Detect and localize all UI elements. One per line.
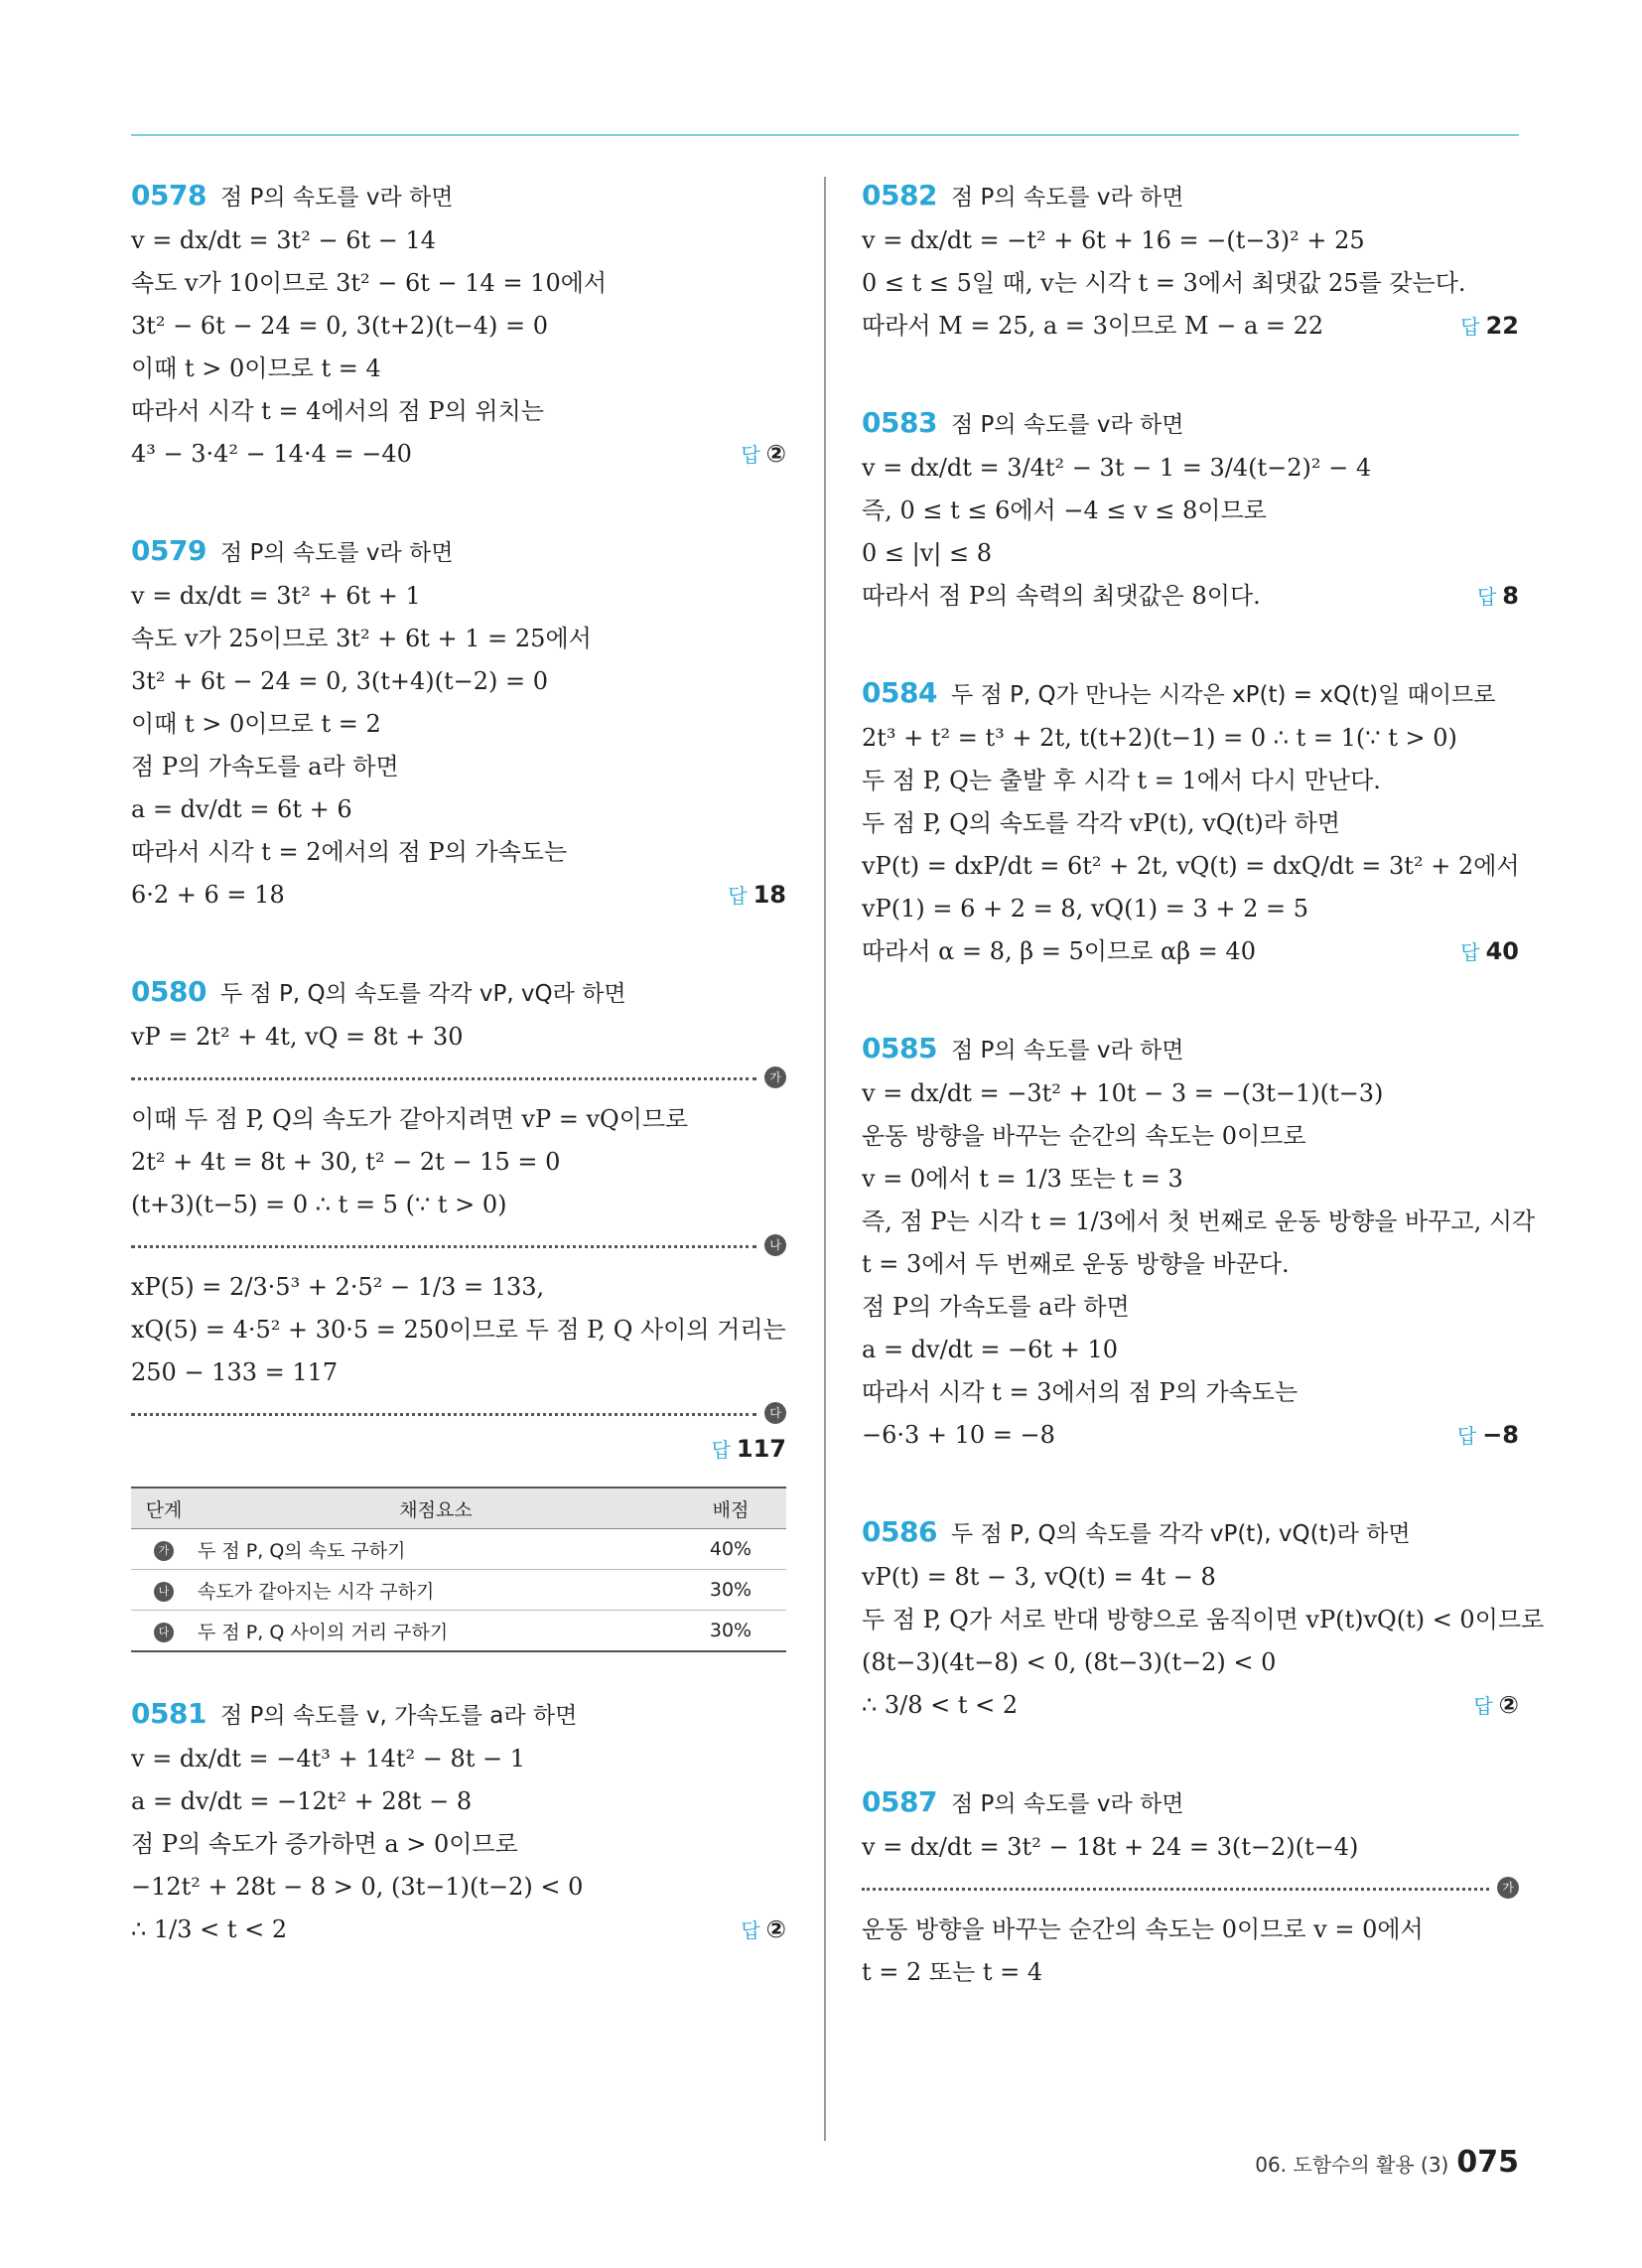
solution-line: 따라서 점 P의 속력의 최댓값은 8이다. 답 8 xyxy=(862,575,1519,618)
problem-number: 0579 xyxy=(131,534,206,567)
table-row xyxy=(131,1529,786,1570)
solution-line: 이때 t > 0이므로 t = 4 xyxy=(131,354,381,382)
problem-statement: 점 P의 속도를 v, 가속도를 a라 하면 xyxy=(219,1703,578,1729)
solution-line: 3t² − 6t − 24 = 0, 3(t+2)(t−4) = 0 xyxy=(131,312,549,340)
answer-label: 답 xyxy=(741,1918,760,1942)
step-marker: 가 xyxy=(764,1066,786,1088)
problem-statement: 점 P의 속도를 v라 하면 xyxy=(950,185,1184,211)
solution-line: vP(t) = dxP/dt = 6t² + 2t, vQ(t) = dxQ/dt = 3t² + 2에서 xyxy=(862,852,1520,880)
problem-statement: 점 P의 속도를 v라 하면 xyxy=(950,1038,1184,1063)
solution-line: 이때 두 점 P, Q의 속도가 같아지려면 vP = vQ이므로 xyxy=(131,1105,689,1133)
answer xyxy=(741,1909,786,1952)
solution-line: 점 P의 가속도를 a라 하면 xyxy=(131,753,399,780)
dotted-line xyxy=(131,1413,756,1416)
solution-line: t = 2 또는 t = 4 xyxy=(862,1958,1043,1986)
problem-statement: 두 점 P, Q의 속도를 각각 vP(t), vQ(t)라 하면 xyxy=(950,1521,1411,1547)
problem-number: 0587 xyxy=(862,1785,937,1818)
step-marker: 나 xyxy=(764,1234,786,1256)
answer-label: 답 xyxy=(741,443,760,467)
answer-value: ② xyxy=(765,440,786,468)
problem-0581 xyxy=(131,1692,786,1951)
dotted-line xyxy=(131,1077,756,1080)
points-cell: 30% xyxy=(675,1611,786,1652)
answer xyxy=(741,433,786,477)
problem-number: 0583 xyxy=(862,406,937,439)
answer-value: 40 xyxy=(1485,937,1519,965)
solution-line: 속도 v가 25이므로 3t² + 6t + 1 = 25에서 xyxy=(131,625,592,652)
solution-line: 3t² + 6t − 24 = 0, 3(t+4)(t−2) = 0 xyxy=(131,667,549,695)
table-header: 채점요소 xyxy=(197,1488,675,1529)
solution-line: v = dx/dt = −t² + 6t + 16 = −(t−3)² + 25 xyxy=(862,226,1365,254)
solution-line: (t+3)(t−5) = 0 ∴ t = 5 (∵ t > 0) xyxy=(131,1191,507,1218)
problem-header xyxy=(131,174,786,219)
step-marker: 가 xyxy=(1497,1877,1519,1899)
solution-line: 따라서 M = 25, a = 3이므로 M − a = 22 답 22 xyxy=(862,305,1519,348)
step-cell xyxy=(131,1529,197,1570)
answer-value: ② xyxy=(765,1915,786,1943)
solution-line: v = dx/dt = 3t² − 6t − 14 xyxy=(131,226,437,254)
solution-line: xP(5) = 2/3·5³ + 2·5² − 1/3 = 133, xyxy=(131,1273,545,1301)
problem-header xyxy=(131,529,786,575)
solution-line: 2t³ + t² = t³ + 2t, t(t+2)(t−1) = 0 ∴ t = 1(∵ t > 0) xyxy=(862,724,1457,752)
top-rule xyxy=(131,134,1519,136)
problem-0579 xyxy=(131,529,786,917)
solution-line: 0 ≤ t ≤ 5일 때, v는 시각 t = 3에서 최댓값 25를 갖는다. xyxy=(862,269,1466,297)
step-marker: 나 xyxy=(154,1582,174,1602)
problem-number: 0582 xyxy=(862,179,937,212)
points-cell: 40% xyxy=(675,1529,786,1570)
answer-value: 22 xyxy=(1485,312,1519,340)
points-cell: 30% xyxy=(675,1570,786,1611)
answer-label: 답 xyxy=(728,884,748,908)
solution-line: 두 점 P, Q는 출발 후 시각 t = 1에서 다시 만난다. xyxy=(862,767,1381,794)
solution-line: 따라서 시각 t = 2에서의 점 P의 가속도는 xyxy=(131,838,568,866)
problem-number: 0586 xyxy=(862,1515,937,1548)
solution-line: 점 P의 가속도를 a라 하면 xyxy=(862,1293,1130,1321)
table-row xyxy=(131,1570,786,1611)
dotted-line xyxy=(862,1888,1489,1891)
problem-0585 xyxy=(862,1027,1536,1457)
problem-number: 0578 xyxy=(131,179,206,212)
column-divider xyxy=(824,177,826,2141)
problem-0578 xyxy=(131,174,786,476)
problem-number: 0581 xyxy=(131,1697,206,1730)
answer-label: 답 xyxy=(1456,1424,1477,1448)
step-separator xyxy=(131,1402,786,1424)
problem-statement: 두 점 P, Q가 만나는 시각은 xP(t) = xQ(t)일 때이므로 xyxy=(950,682,1496,708)
answer-label: 답 xyxy=(1460,940,1480,964)
answer xyxy=(1457,1414,1519,1458)
solution-line: v = 0에서 t = 1/3 또는 t = 3 xyxy=(862,1165,1183,1193)
answer-label: 답 xyxy=(1473,1694,1493,1718)
step-separator xyxy=(131,1234,786,1256)
solution-line: ∴ 3/8 < t < 2 답 ② xyxy=(862,1684,1519,1727)
solution-line: vP(1) = 6 + 2 = 8, vQ(1) = 3 + 2 = 5 xyxy=(862,895,1309,922)
solution-line: 두 점 P, Q의 속도를 각각 vP(t), vQ(t)라 하면 xyxy=(862,809,1340,837)
problem-0586 xyxy=(862,1510,1545,1727)
problem-0580 xyxy=(131,970,786,1652)
solution-line: −6·3 + 10 = −8 답 −8 xyxy=(862,1414,1519,1457)
solution-line: 운동 방향을 바꾸는 순간의 속도는 0이므로 xyxy=(862,1122,1306,1150)
problem-header xyxy=(862,401,1519,447)
solution-line: a = dv/dt = −12t² + 28t − 8 xyxy=(131,1787,473,1815)
problem-statement: 점 P의 속도를 v라 하면 xyxy=(219,185,454,211)
step-separator xyxy=(862,1877,1519,1899)
problem-0584 xyxy=(862,671,1519,973)
problem-header xyxy=(862,174,1519,219)
answer-row xyxy=(131,1434,786,1477)
problem-header xyxy=(862,1780,1519,1826)
answer xyxy=(1477,575,1519,619)
step-cell xyxy=(131,1611,197,1652)
answer xyxy=(728,874,786,918)
solution-line: v = dx/dt = −3t² + 10t − 3 = −(3t−1)(t−3) xyxy=(862,1079,1384,1107)
answer-value: ② xyxy=(1498,1691,1519,1719)
solution-line: 따라서 α = 8, β = 5이므로 αβ = 40 답 40 xyxy=(862,930,1519,973)
solution-line: xQ(5) = 4·5² + 30·5 = 250이므로 두 점 P, Q 사이의 거리는 xyxy=(131,1316,786,1344)
solution-line: 즉, 점 P는 시각 t = 1/3에서 첫 번째로 운동 방향을 바꾸고, 시각 xyxy=(862,1207,1536,1235)
problem-header xyxy=(131,970,786,1016)
solution-line: 2t² + 4t = 8t + 30, t² − 2t − 15 = 0 xyxy=(131,1148,561,1176)
criteria-cell: 속도가 같아지는 시각 구하기 xyxy=(197,1570,675,1611)
step-marker: 가 xyxy=(154,1541,174,1561)
solution-line: 250 − 133 = 117 xyxy=(131,1358,339,1386)
solution-line: v = dx/dt = 3t² − 18t + 24 = 3(t−2)(t−4) xyxy=(862,1833,1359,1861)
solution-line: −12t² + 28t − 8 > 0, (3t−1)(t−2) < 0 xyxy=(131,1873,584,1901)
solution-line: 속도 v가 10이므로 3t² − 6t − 14 = 10에서 xyxy=(131,269,608,297)
page-number: 075 xyxy=(1456,2145,1519,2180)
problem-number: 0585 xyxy=(862,1032,937,1064)
solution-line: 따라서 시각 t = 4에서의 점 P의 위치는 xyxy=(131,397,544,425)
solution-line: 점 P의 속도가 증가하면 a > 0이므로 xyxy=(131,1830,518,1858)
solution-line: 즉, 0 ≤ t ≤ 6에서 −4 ≤ v ≤ 8이므로 xyxy=(862,496,1267,524)
problem-statement: 점 P의 속도를 v라 하면 xyxy=(950,412,1184,438)
solution-line: ∴ 1/3 < t < 2 답 ② xyxy=(131,1909,786,1951)
problem-statement: 점 P의 속도를 v라 하면 xyxy=(219,540,454,566)
solution-line: 이때 t > 0이므로 t = 2 xyxy=(131,710,381,738)
problem-statement: 두 점 P, Q의 속도를 각각 vP, vQ라 하면 xyxy=(219,981,626,1007)
problem-0582 xyxy=(862,174,1519,348)
solution-line: t = 3에서 두 번째로 운동 방향을 바꾼다. xyxy=(862,1250,1290,1278)
table-row xyxy=(131,1611,786,1652)
solution-line: 4³ − 3·4² − 14·4 = −40 답 ② xyxy=(131,433,786,476)
answer-label: 답 xyxy=(1476,585,1497,609)
solution-line: vP(t) = 8t − 3, vQ(t) = 4t − 8 xyxy=(862,1563,1216,1591)
solution-line: vP = 2t² + 4t, vQ = 8t + 30 xyxy=(131,1023,464,1051)
problem-header xyxy=(862,1510,1519,1556)
problem-header xyxy=(862,1027,1519,1072)
step-separator xyxy=(131,1066,786,1088)
problem-0587 xyxy=(862,1780,1519,1994)
solution-line: v = dx/dt = −4t³ + 14t² − 8t − 1 xyxy=(131,1745,526,1772)
chapter-title: 06. 도함수의 활용 (3) xyxy=(1255,2153,1449,2177)
answer xyxy=(1460,305,1519,349)
answer-value: 8 xyxy=(1502,582,1519,610)
solution-line: (8t−3)(4t−8) < 0, (8t−3)(t−2) < 0 xyxy=(862,1648,1277,1676)
table-header: 배점 xyxy=(675,1488,786,1529)
problem-number: 0580 xyxy=(131,975,206,1008)
solution-line: 6·2 + 6 = 18 답 18 xyxy=(131,874,786,917)
dotted-line xyxy=(131,1245,756,1248)
left-column xyxy=(131,174,786,2005)
solution-line: 따라서 시각 t = 3에서의 점 P의 가속도는 xyxy=(862,1378,1299,1406)
criteria-cell: 두 점 P, Q 사이의 거리 구하기 xyxy=(197,1611,675,1652)
right-column xyxy=(862,174,1545,2048)
answer-value: 18 xyxy=(753,881,786,909)
problem-header xyxy=(862,671,1519,717)
solution-line: v = dx/dt = 3t² + 6t + 1 xyxy=(131,582,421,610)
solution-line: a = dv/dt = 6t + 6 xyxy=(131,795,352,823)
answer-value: 117 xyxy=(736,1435,786,1463)
criteria-cell: 두 점 P, Q의 속도 구하기 xyxy=(197,1529,675,1570)
answer-label: 답 xyxy=(1460,315,1480,339)
problem-statement: 점 P의 속도를 v라 하면 xyxy=(950,1791,1184,1817)
answer xyxy=(1473,1684,1519,1728)
step-marker: 다 xyxy=(764,1402,786,1424)
solution-line: 운동 방향을 바꾸는 순간의 속도는 0이므로 v = 0에서 xyxy=(862,1915,1424,1943)
answer-label: 답 xyxy=(711,1438,731,1462)
problem-0583 xyxy=(862,401,1519,618)
step-cell xyxy=(131,1570,197,1611)
answer-value: −8 xyxy=(1482,1421,1519,1449)
scoring-table xyxy=(131,1487,786,1652)
problem-number: 0584 xyxy=(862,676,937,709)
table-header: 단계 xyxy=(131,1488,197,1529)
step-marker: 다 xyxy=(154,1623,174,1642)
page-footer xyxy=(1255,2145,1519,2180)
answer xyxy=(1460,930,1519,974)
solution-line: 두 점 P, Q가 서로 반대 방향으로 움직이면 vP(t)vQ(t) < 0이므로 xyxy=(862,1606,1545,1633)
problem-header xyxy=(131,1692,786,1738)
solution-line: v = dx/dt = 3/4t² − 3t − 1 = 3/4(t−2)² − 4 xyxy=(862,454,1372,482)
answer xyxy=(712,1434,786,1463)
solution-line: 0 ≤ |v| ≤ 8 xyxy=(862,539,993,567)
solution-line: a = dv/dt = −6t + 10 xyxy=(862,1336,1118,1363)
